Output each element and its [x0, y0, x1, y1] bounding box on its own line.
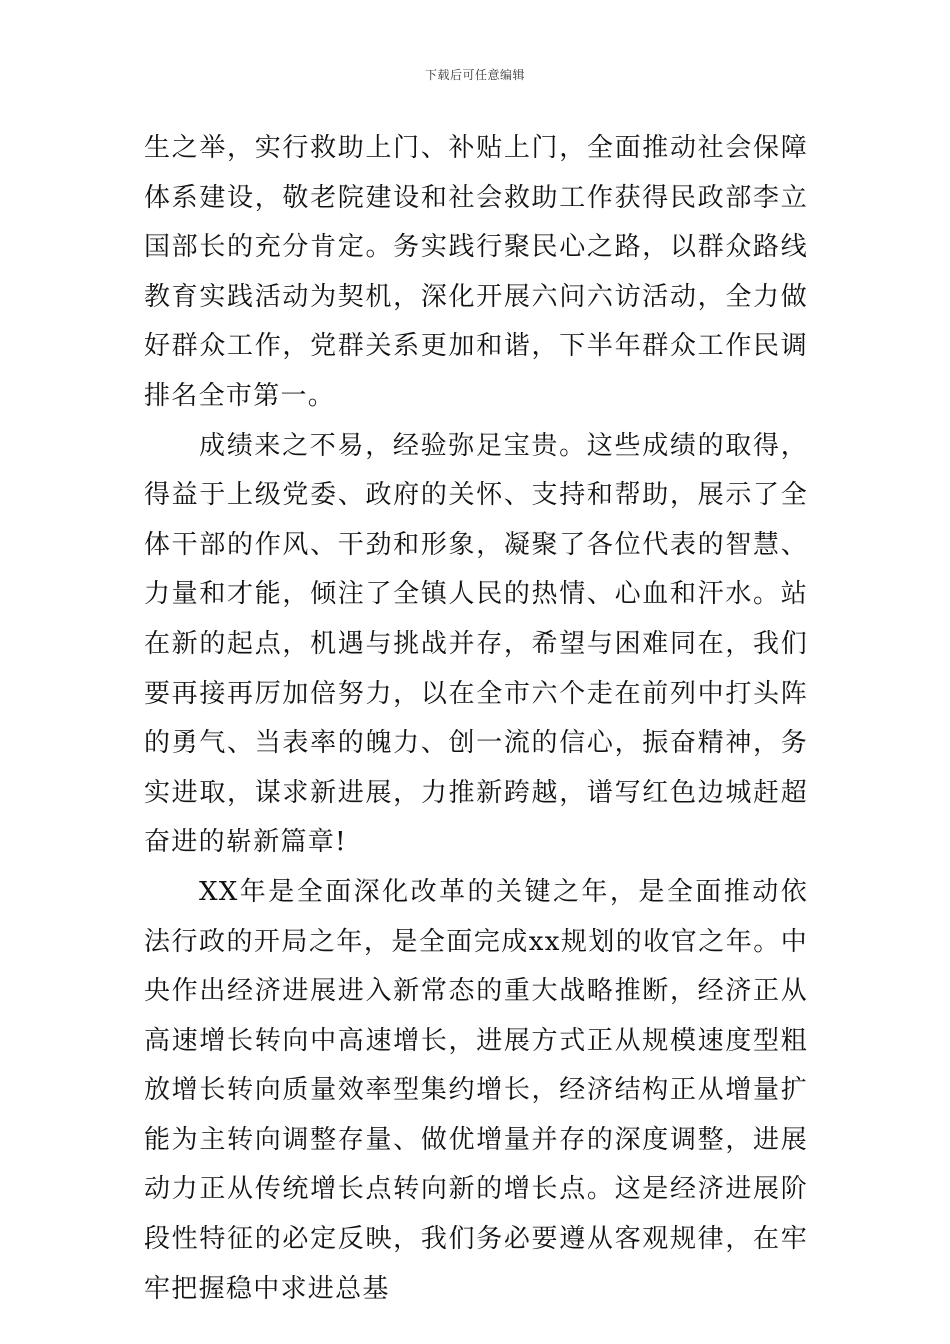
header-note: 下载后可任意编辑 [424, 68, 525, 82]
document-body [144, 124, 808, 1314]
paragraph-2: 成绩来之不易，经验弥足宝贵。这些成绩的取得，得益于上级党委、政府的关怀、支持和帮助，展示了全体干部的作风、干劲和形象，凝聚了各位代表的智慧、力量和才能，倾注了全镇人民的热情、心血和汗水。站在新的起点，机遇与挑战并存，希望与困难同在，我们要再接再厉加倍努力，以在全市六个走在前列中打头阵的勇气、当表率的魄力、创一流的信心，振奋精神，务实进取，谋求新进展，力推新跨越，谱写红色边城赶超奋进的崭新篇章! [144, 430, 808, 858]
paragraph-1: 生之举，实行救助上门、补贴上门，全面推动社会保障体系建设，敬老院建设和社会救助工作获得民政部李立国部长的充分肯定。务实践行聚民心之路，以群众路线教育实践活动为契机，深化开展六问六访活动，全力做好群众工作，党群关系更加和谐，下半年群众工作民调排名全市第一。 [144, 133, 808, 411]
paragraph-3: XX年是全面深化改革的关键之年，是全面推动依法行政的开局之年，是全面完成xx规划的收官之年。中央作出经济进展进入新常态的重大战略推断，经济正从高速增长转向中高速增长，进展方式正从规模速度型粗放增长转向质量效率型集约增长，经济结构正从增量扩能为主转向调整存量、做优增量并存的深度调整，进展动力正从传统增长点转向新的增长点。这是经济进展阶段性特征的必定反映，我们务必要遵从客观规律，在牢牢把握稳中求进总基 [144, 876, 808, 1304]
